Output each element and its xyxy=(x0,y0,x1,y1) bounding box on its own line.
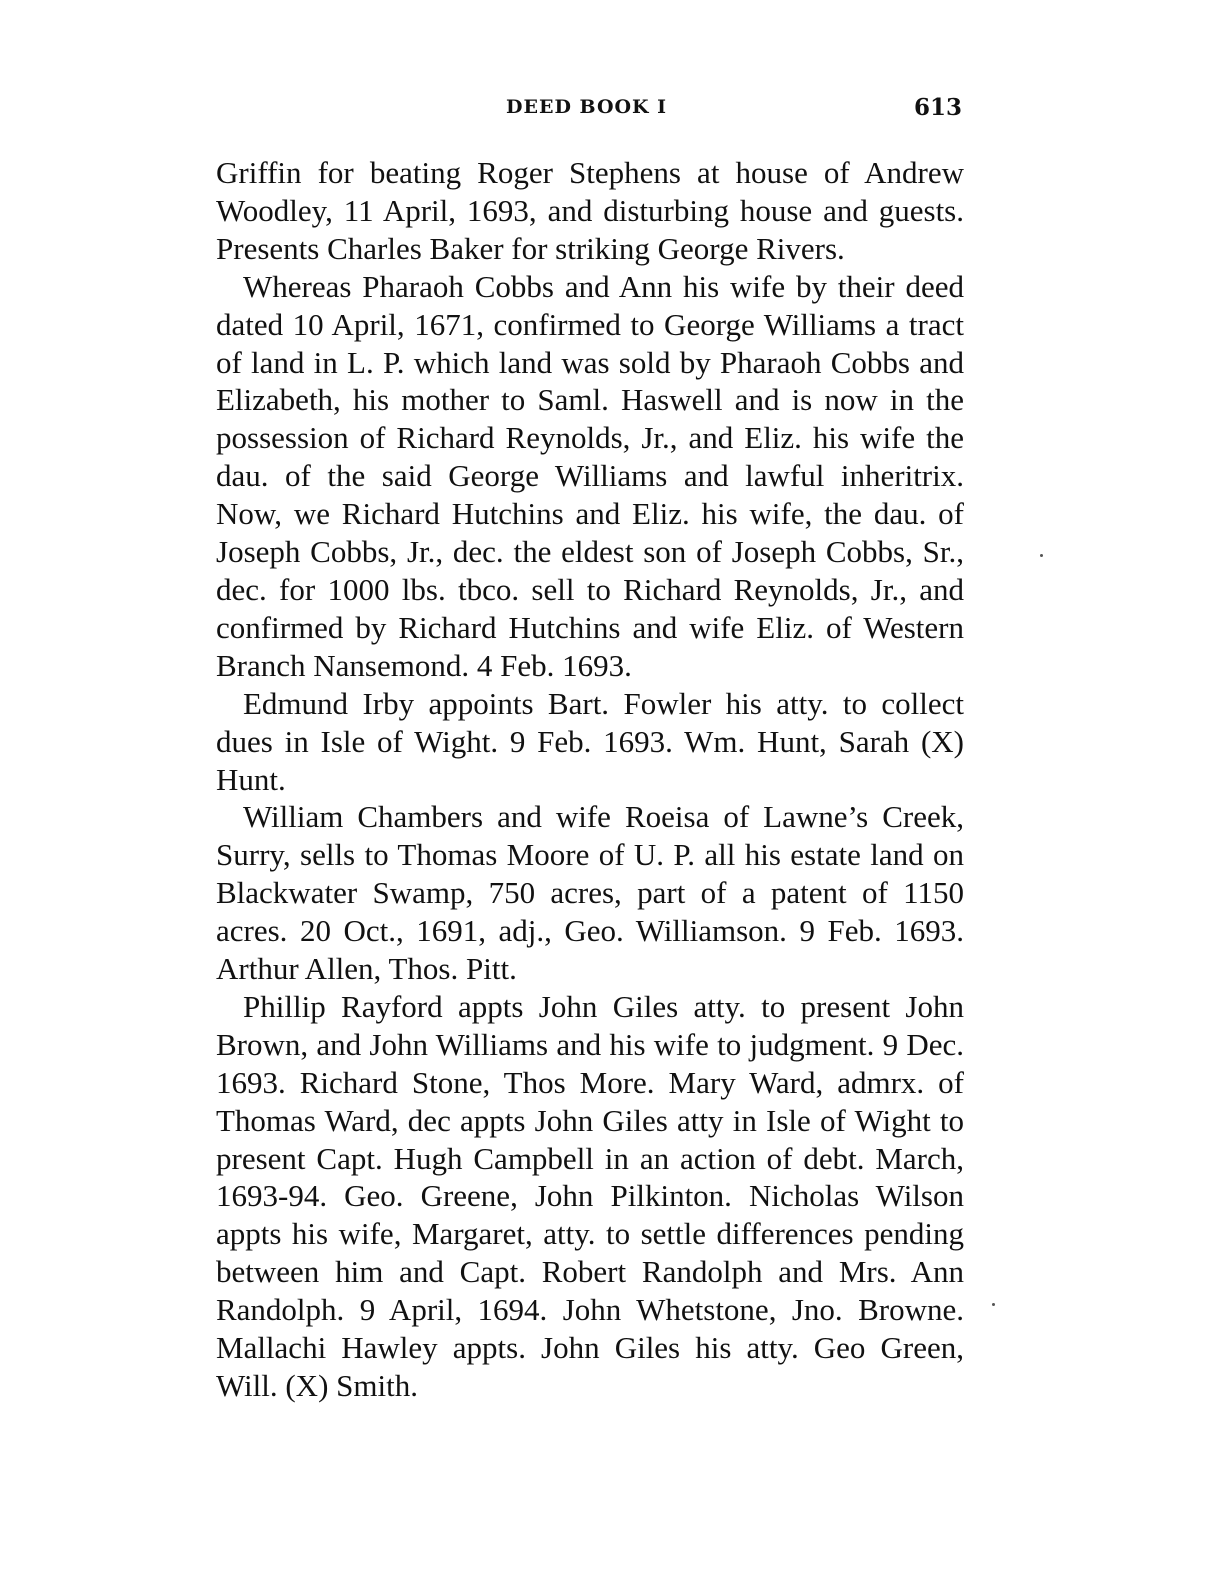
body-text xyxy=(216,154,964,1405)
page-number: 613 xyxy=(913,94,962,121)
paragraph-continuation: Griffin for beating Roger Stephens at house of Andrew Woodley, 11 April, 1693, and disturbing house and guests. Presents Charles Baker for striking George Rivers. xyxy=(216,155,964,266)
paragraph-cobbs-deed: Whereas Pharaoh Cobbs and Ann his wife by their deed dated 10 April, 1671, confirmed to George Williams a tract of land in L. P. which land was sold by Pharaoh Cobbs and Elizabeth, his mother to Saml. Haswell and is now in the possession of Richard Reynolds, Jr., and Eliz. his wife the dau. of the said George Williams and lawful inheritrix. Now, we Richard Hutchins and Eliz. his wife, the dau. of Joseph Cobbs, Jr., dec. the eldest son of Joseph Cobbs, Sr., dec. for 1000 lbs. tbco. sell to Richard Reynolds, Jr., and confirmed by Richard Hutchins and wife Eliz. of Western Branch Nansemond. 4 Feb. 1693. xyxy=(216,268,964,683)
paragraph-rayford-appointments: Phillip Rayford appts John Giles atty. to present John Brown, and John Williams and his wife to judgment. 9 Dec. 1693. Richard Stone, Thos More. Mary Ward, admrx. of Thomas Ward, dec appts John Giles atty in Isle of Wight to present Capt. Hugh Campbell in an action of debt. March, 1693-94. Geo. Greene, John Pilkinton. Nicholas Wilson appts his wife, Margaret, atty. to settle differences pending between him and Capt. Robert Randolph and Mrs. Ann Randolph. 9 April, 1694. John Whetstone, Jno. Browne. Mallachi Hawley appts. John Giles his atty. Geo Green, Will. (X) Smith. xyxy=(216,988,964,1403)
running-head: DEED BOOK I xyxy=(506,96,668,118)
paragraph-chambers-sale: William Chambers and wife Roeisa of Lawne’s Creek, Surry, sells to Thomas Moore of U. P. all his estate land on Blackwater Swamp, 750 acres, part of a patent of 1150 acres. 20 Oct., 1691, adj., Geo. Williamson. 9 Feb. 1693. Arthur Allen, Thos. Pitt. xyxy=(216,799,964,987)
print-speck xyxy=(992,1303,995,1306)
print-speck xyxy=(1040,554,1043,557)
page-header xyxy=(216,94,964,130)
paragraph-irby-power-of-attorney: Edmund Irby appoints Bart. Fowler his atty. to collect dues in Isle of Wight. 9 Feb. 1693. Wm. Hunt, Sarah (X) Hunt. xyxy=(216,685,964,797)
